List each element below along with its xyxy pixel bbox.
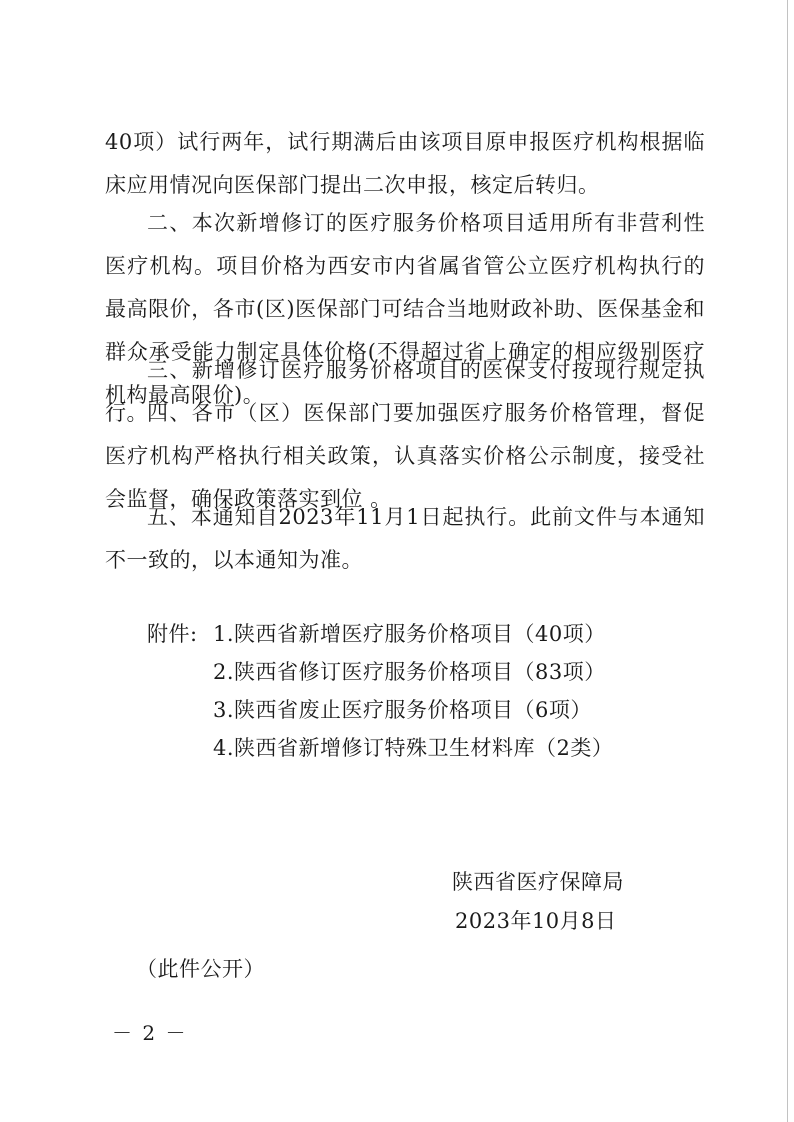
signature-organization: 陕西省医疗保障局 — [452, 870, 624, 894]
disclosure-note: （此件公开） — [136, 957, 265, 981]
attachment-row — [147, 729, 613, 767]
signature-date: 2023年10月8日 — [455, 909, 617, 933]
attachment-item: 3.陕西省废止医疗服务价格项目（6项） — [213, 698, 592, 722]
attachment-item: 1.陕西省新增医疗服务价格项目（40项） — [213, 622, 606, 646]
attachment-row — [147, 615, 613, 653]
attachment-item: 2.陕西省修订医疗服务价格项目（83项） — [213, 660, 606, 684]
attachment-item: 4.陕西省新增修订特殊卫生材料库（2类） — [213, 736, 614, 760]
paragraph-item-3: 三、新增修订医疗服务价格项目的医保支付按现行规定执行。 — [105, 358, 705, 425]
scan-edge-line — [787, 0, 788, 1122]
attachments-list — [147, 615, 613, 767]
paragraph-item-5: 五、本通知自2023年11月1日起执行。此前文件与本通知不一致的，以本通知为准。 — [105, 505, 705, 572]
attachments-label: 附件: — [147, 622, 198, 646]
page-number: － 2 － — [112, 1021, 188, 1045]
paragraph-continuation: 40项）试行两年，试行期满后由该项目原申报医疗机构根据临床应用情况向医保部门提出二次申报，核定后转归。 — [105, 130, 705, 197]
paragraph-item-2: 二、本次新增修订的医疗服务价格项目适用所有非营利性医疗机构。项目价格为西安市内省属省管公立医疗机构执行的最高限价，各市(区)医保部门可结合当地财政补助、医保基金和群众承受能力制定具体价格(不得超过省上确定的相应级别医疗机构最高限价)。 — [105, 211, 705, 407]
attachment-row — [147, 691, 613, 729]
attachment-row — [147, 653, 613, 691]
paragraph-item-4: 四、各市（区）医保部门要加强医疗服务价格管理，督促医疗机构严格执行相关政策，认真落实价格公示制度，接受社会监督，确保政策落实到位 。 — [105, 401, 705, 511]
